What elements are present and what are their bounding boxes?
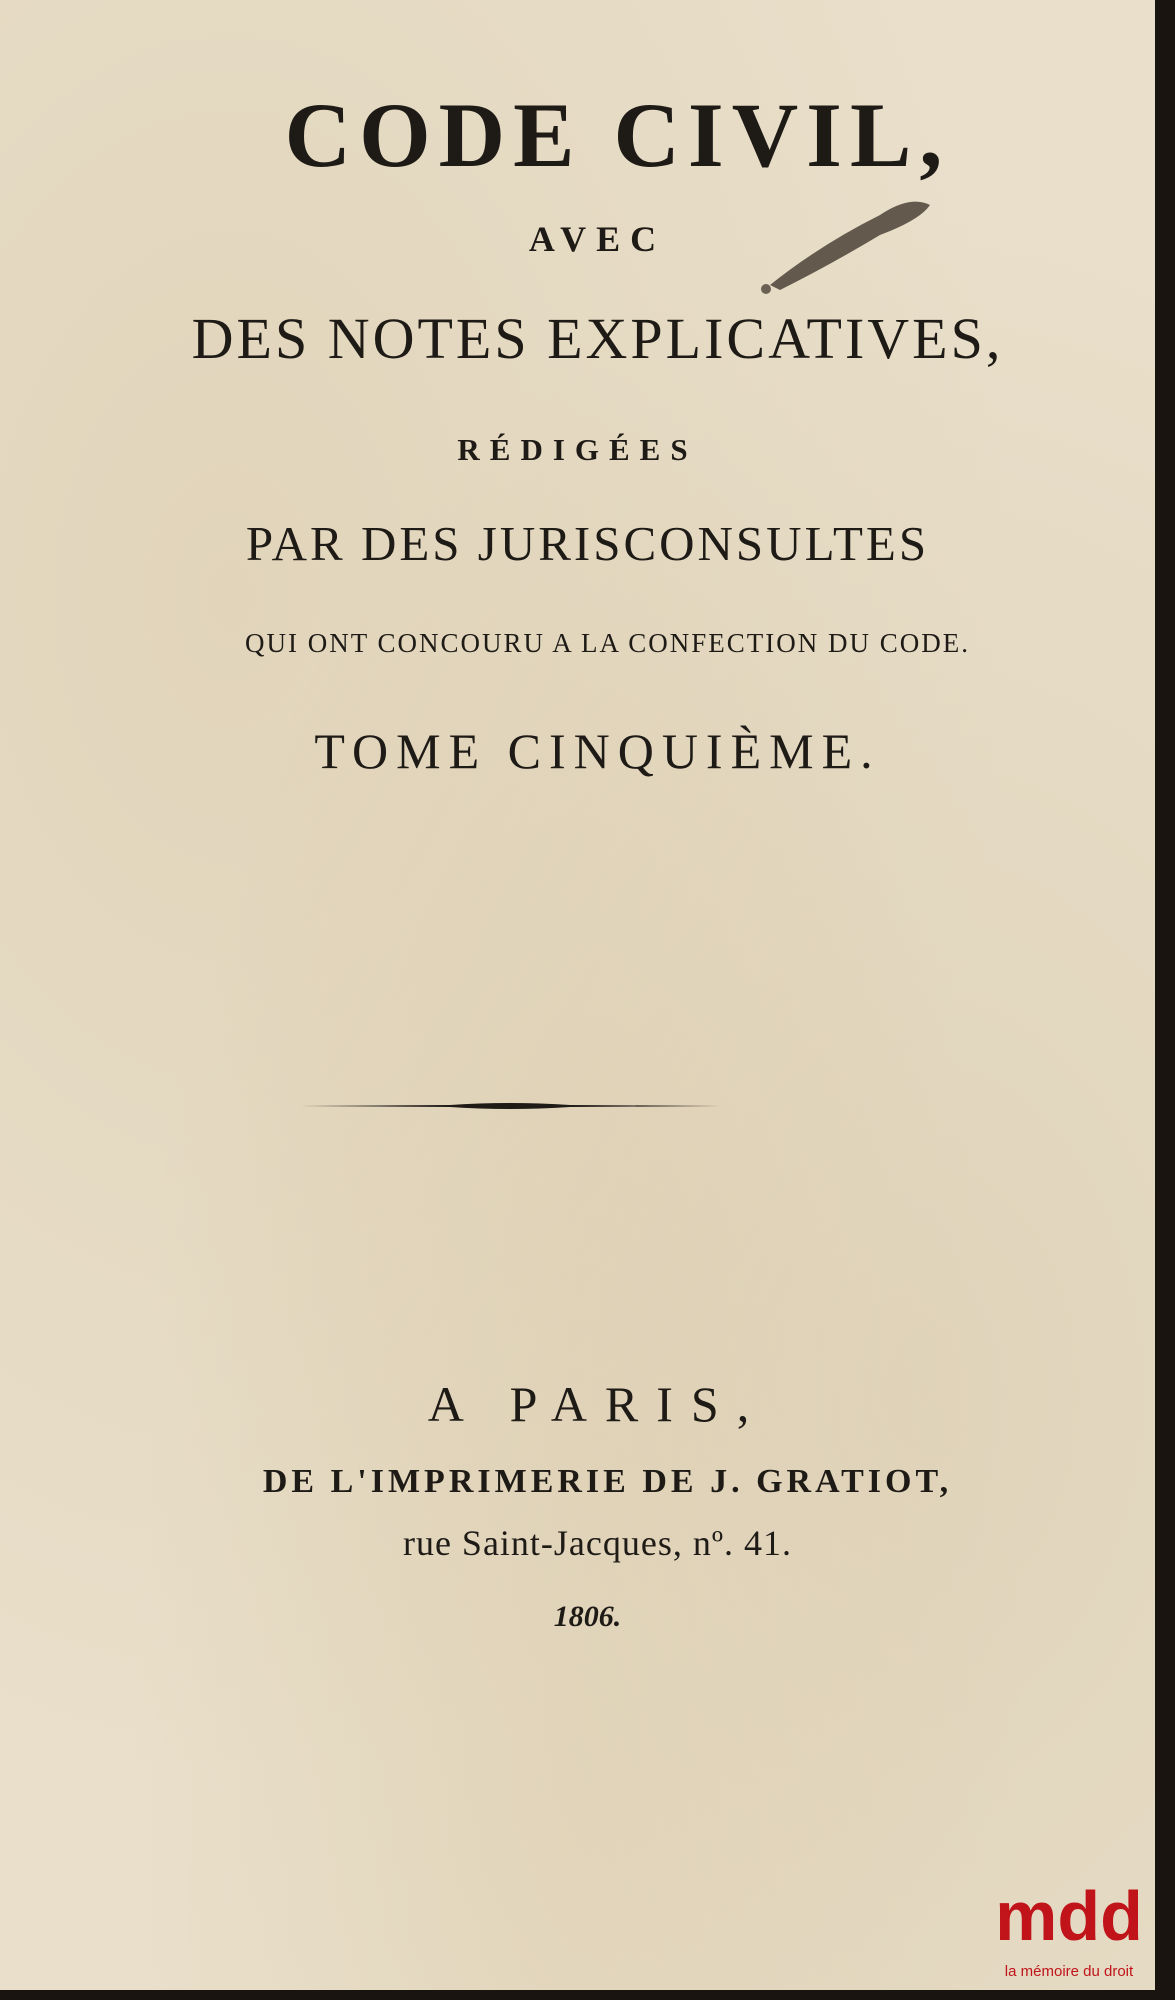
- imprint-city: A PARIS,: [427, 1376, 768, 1432]
- mdd-tagline: la mémoire du droit: [1004, 1963, 1134, 1980]
- mdd-logo: [989, 1870, 1149, 1980]
- imprint-year: 1806.: [553, 1600, 622, 1633]
- imprint-address: rue Saint-Jacques, nº. 41.: [402, 1523, 793, 1563]
- subtitle-avec: AVEC: [528, 219, 667, 259]
- imprint-printer: DE L'IMPRIMERIE DE J. GRATIOT,: [262, 1463, 953, 1500]
- volume-number: TOME CINQUIÈME.: [314, 723, 881, 779]
- mdd-logo-mark: [989, 1870, 1149, 1960]
- subtitle-qui: QUI ONT CONCOURU A LA CONFECTION DU CODE.: [244, 628, 971, 658]
- subtitle-notes: DES NOTES EXPLICATIVES,: [191, 306, 1004, 371]
- svg-text:mdd: mdd: [995, 1877, 1143, 1955]
- book-title: CODE CIVIL,: [284, 84, 951, 186]
- subtitle-redigees: RÉDIGÉES: [457, 432, 698, 467]
- subtitle-par: PAR DES JURISCONSULTES: [245, 516, 930, 571]
- decorative-rule: [300, 1100, 720, 1112]
